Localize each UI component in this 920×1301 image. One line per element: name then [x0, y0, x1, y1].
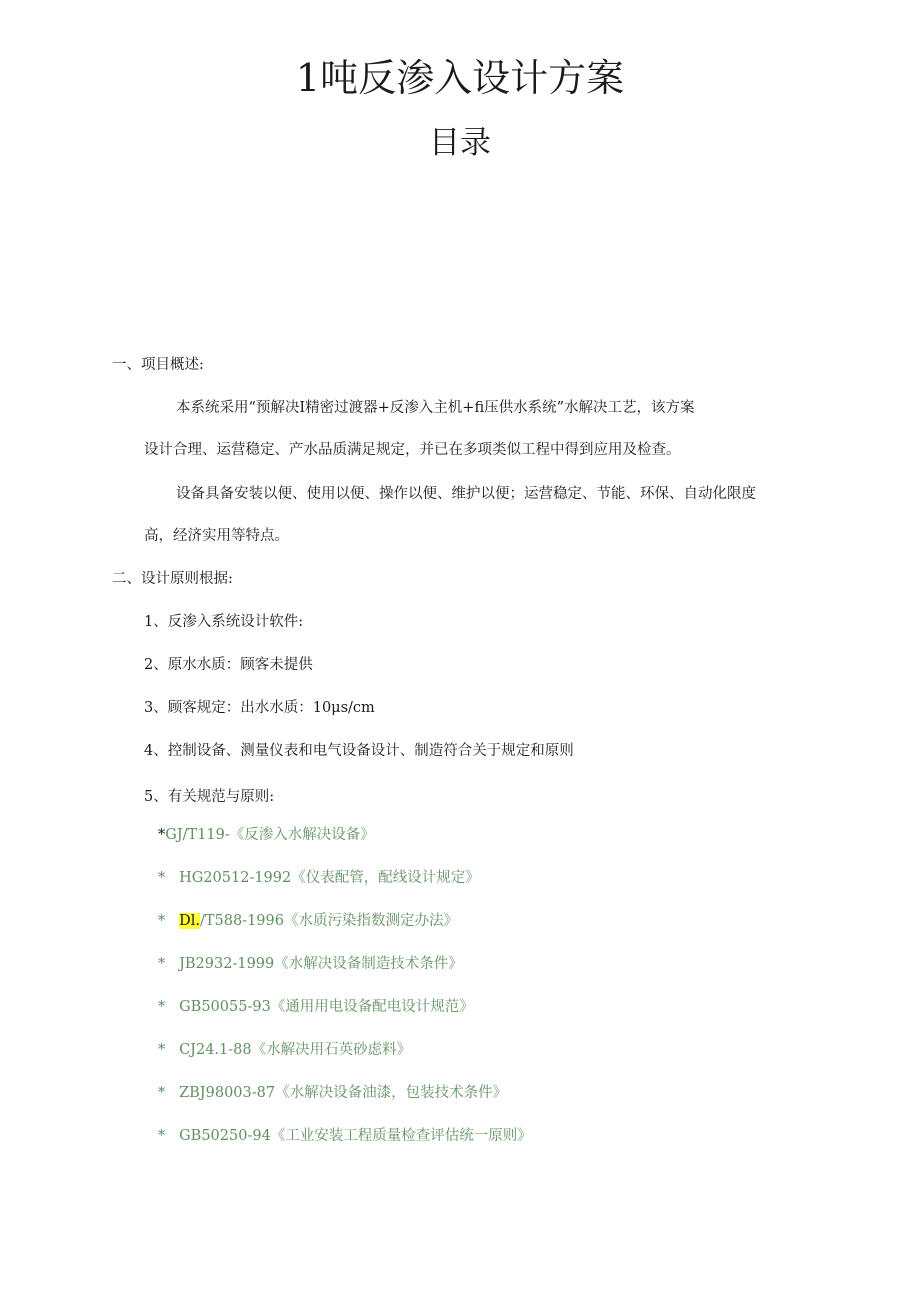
bullet-star: * [158, 870, 166, 886]
standard-code: ZBJ98003-87 [179, 1085, 276, 1101]
overview-paragraph-1-line-1: 本系统采用“预解决I精密过渡器+反渗入主机+fi压供水系统”水解决工艺，该方案 [176, 400, 695, 416]
bullet-star: * [158, 913, 166, 929]
bullet-star: * [158, 827, 166, 843]
standard-name: 《水解决设备油漆，包装技术条件》 [275, 1085, 508, 1101]
overview-paragraph-2-line-2: 高，经济实用等特点。 [144, 528, 289, 544]
section-2-heading: 二、设计原则根据: [112, 571, 233, 587]
standard-item [158, 1082, 507, 1104]
standard-item [158, 1039, 411, 1061]
overview-paragraph-1-line-2: 设计合理、运营稳定、产水品质满足规定，并已在多项类似工程中得到应用及检查。 [144, 442, 681, 458]
standard-item [158, 824, 375, 846]
bullet-star: * [158, 1085, 166, 1101]
standard-name: 《通用用电设备配电设计规范》 [270, 999, 474, 1015]
overview-paragraph-2-line-1: 设备具备安装以便、使用以便、操作以便、维护以便；运营稳定、节能、环保、自动化限度 [176, 486, 756, 502]
standard-name: 《反渗入水解决设备》 [229, 827, 375, 843]
standard-code: GB50250-94 [179, 1128, 271, 1144]
standard-code: /T588-1996 [199, 913, 284, 929]
standard-code: JB2932-1999 [179, 956, 275, 972]
section-1-heading: 一、项目概述: [112, 357, 204, 373]
standard-item [158, 1125, 532, 1147]
bullet-star: * [158, 1042, 166, 1058]
principle-item-2: 2、原水水质：顾客未提供 [144, 657, 313, 673]
standard-name: 《水质污染指数测定办法》 [284, 913, 458, 929]
highlighted-code-prefix: Dl. [179, 913, 200, 929]
standard-code: CJ24.1-88 [179, 1042, 252, 1058]
standard-name: 《水解决设备制造技术条件》 [274, 956, 463, 972]
document-title: 1吨反渗入设计方案 [295, 56, 625, 100]
principle-item-4: 4、控制设备、测量仪表和电气设备设计、制造符合关于规定和原则 [144, 743, 574, 759]
principle-item-5: 5、有关规范与原则: [144, 789, 275, 805]
bullet-star: * [158, 1128, 166, 1144]
principle-item-3: 3、顾客规定：出水水质：10μs/cm [144, 700, 375, 716]
standard-item [158, 867, 480, 889]
standard-name: 《工业安装工程质量检查评估统一原则》 [270, 1128, 532, 1144]
standard-item [158, 996, 474, 1018]
standard-code: GB50055-93 [179, 999, 271, 1015]
table-of-contents-heading: 目录 [429, 125, 491, 161]
standard-item [158, 953, 463, 975]
bullet-star: * [158, 999, 166, 1015]
standard-name: 《水解决用石英砂虑料》 [251, 1042, 412, 1058]
standard-code: HG20512-1992 [179, 870, 292, 886]
standard-code: GJ/T119- [165, 827, 230, 843]
standard-name: 《仪表配管，配线设计规定》 [291, 870, 480, 886]
principle-item-1: 1、反渗入系统设计软件: [144, 614, 304, 630]
standard-item [158, 910, 458, 932]
bullet-star: * [158, 956, 166, 972]
